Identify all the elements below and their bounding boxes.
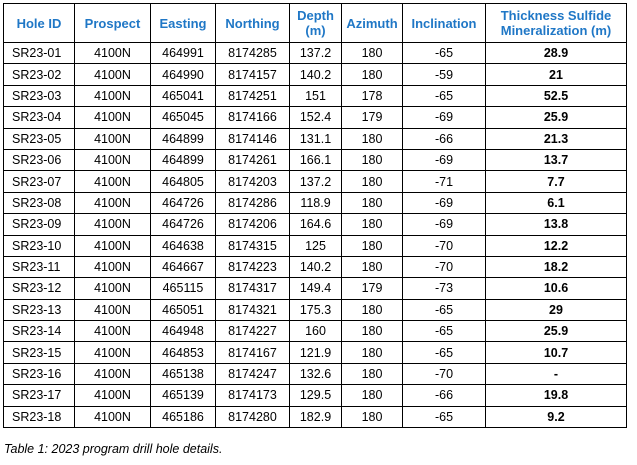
column-header-text: Thickness Sulfide <box>500 8 612 23</box>
table-cell: SR23-04 <box>4 107 75 128</box>
table-cell: 8174146 <box>216 128 290 149</box>
column-header-text: Inclination <box>411 15 477 31</box>
table-cell: 52.5 <box>486 85 627 106</box>
table-cell: SR23-13 <box>4 299 75 320</box>
table-cell: SR23-12 <box>4 278 75 299</box>
table-cell: 464990 <box>151 64 216 85</box>
table-cell: 8174285 <box>216 43 290 64</box>
table-cell: 4100N <box>75 192 151 213</box>
table-row <box>4 299 627 320</box>
table-cell: 180 <box>342 171 403 192</box>
table-cell: 132.6 <box>290 363 342 384</box>
table-row <box>4 107 627 128</box>
table-cell: 8174251 <box>216 85 290 106</box>
drill-hole-table <box>3 3 627 428</box>
table-cell: 464726 <box>151 214 216 235</box>
table-cell: 4100N <box>75 171 151 192</box>
table-cell: 464948 <box>151 321 216 342</box>
table-cell: -65 <box>403 342 486 363</box>
table-cell: 464853 <box>151 342 216 363</box>
table-cell: 8174223 <box>216 256 290 277</box>
column-header <box>151 4 216 43</box>
table-cell: 180 <box>342 235 403 256</box>
table-cell: -70 <box>403 256 486 277</box>
table-row <box>4 278 627 299</box>
table-cell: 4100N <box>75 128 151 149</box>
table-cell: 8174317 <box>216 278 290 299</box>
table-cell: 464899 <box>151 128 216 149</box>
table-cell: 180 <box>342 342 403 363</box>
table-cell: SR23-11 <box>4 256 75 277</box>
table-cell: 8174167 <box>216 342 290 363</box>
table-cell: 8174166 <box>216 107 290 128</box>
table-cell: 180 <box>342 363 403 384</box>
table-row <box>4 256 627 277</box>
table-cell: SR23-06 <box>4 149 75 170</box>
table-cell: 151 <box>290 85 342 106</box>
table-cell: -59 <box>403 64 486 85</box>
column-header-text: Depth <box>297 8 334 23</box>
drill-hole-table-container <box>3 3 627 428</box>
table-row <box>4 235 627 256</box>
table-cell: 137.2 <box>290 43 342 64</box>
table-cell: 166.1 <box>290 149 342 170</box>
table-cell: SR23-18 <box>4 406 75 427</box>
table-row <box>4 342 627 363</box>
column-header <box>290 4 342 43</box>
table-cell: -65 <box>403 406 486 427</box>
table-cell: 131.1 <box>290 128 342 149</box>
table-cell: 10.6 <box>486 278 627 299</box>
table-cell: SR23-16 <box>4 363 75 384</box>
table-cell: 8174203 <box>216 171 290 192</box>
table-cell: 8174206 <box>216 214 290 235</box>
column-header <box>342 4 403 43</box>
table-cell: SR23-08 <box>4 192 75 213</box>
table-cell: 4100N <box>75 64 151 85</box>
column-header-text: Azimuth <box>346 15 398 31</box>
table-cell: -73 <box>403 278 486 299</box>
table-cell: SR23-15 <box>4 342 75 363</box>
table-cell: 9.2 <box>486 406 627 427</box>
table-cell: 6.1 <box>486 192 627 213</box>
column-header <box>216 4 290 43</box>
column-header <box>75 4 151 43</box>
table-cell: SR23-02 <box>4 64 75 85</box>
table-cell: SR23-17 <box>4 385 75 406</box>
table-cell: 12.2 <box>486 235 627 256</box>
table-cell: 179 <box>342 107 403 128</box>
table-cell: -65 <box>403 43 486 64</box>
table-cell: -69 <box>403 107 486 128</box>
table-cell: 10.7 <box>486 342 627 363</box>
table-cell: 8174286 <box>216 192 290 213</box>
table-row <box>4 363 627 384</box>
table-cell: 465186 <box>151 406 216 427</box>
table-cell: 4100N <box>75 85 151 106</box>
table-cell: 465051 <box>151 299 216 320</box>
table-cell: -69 <box>403 214 486 235</box>
table-cell: 160 <box>290 321 342 342</box>
table-cell: 8174321 <box>216 299 290 320</box>
table-cell: 4100N <box>75 278 151 299</box>
table-cell: 4100N <box>75 299 151 320</box>
table-row <box>4 149 627 170</box>
table-cell: -70 <box>403 235 486 256</box>
table-cell: 25.9 <box>486 107 627 128</box>
table-cell: 121.9 <box>290 342 342 363</box>
table-cell: -69 <box>403 192 486 213</box>
table-cell: 180 <box>342 256 403 277</box>
table-row <box>4 85 627 106</box>
table-cell: -65 <box>403 299 486 320</box>
table-cell: 464899 <box>151 149 216 170</box>
table-row <box>4 321 627 342</box>
table-cell: 180 <box>342 385 403 406</box>
table-cell: 18.2 <box>486 256 627 277</box>
table-cell: 140.2 <box>290 256 342 277</box>
table-row <box>4 171 627 192</box>
table-cell: 8174247 <box>216 363 290 384</box>
table-cell: 464638 <box>151 235 216 256</box>
table-cell: SR23-14 <box>4 321 75 342</box>
table-cell: 180 <box>342 149 403 170</box>
table-cell: 8174315 <box>216 235 290 256</box>
table-cell: SR23-07 <box>4 171 75 192</box>
table-cell: 464805 <box>151 171 216 192</box>
table-cell: 28.9 <box>486 43 627 64</box>
table-cell: 4100N <box>75 214 151 235</box>
table-header-row <box>4 4 627 43</box>
table-cell: 180 <box>342 214 403 235</box>
table-cell: 21 <box>486 64 627 85</box>
table-cell: 164.6 <box>290 214 342 235</box>
table-cell: 180 <box>342 406 403 427</box>
table-cell: 464991 <box>151 43 216 64</box>
table-cell: SR23-10 <box>4 235 75 256</box>
table-cell: 29 <box>486 299 627 320</box>
table-body <box>4 43 627 428</box>
table-cell: -66 <box>403 128 486 149</box>
table-cell: 4100N <box>75 406 151 427</box>
table-cell: 8174280 <box>216 406 290 427</box>
table-cell: 178 <box>342 85 403 106</box>
table-cell: SR23-05 <box>4 128 75 149</box>
table-cell: 175.3 <box>290 299 342 320</box>
table-row <box>4 128 627 149</box>
table-cell: 465115 <box>151 278 216 299</box>
table-cell: 180 <box>342 64 403 85</box>
table-cell: 180 <box>342 192 403 213</box>
table-caption: Table 1: 2023 program drill hole details. <box>4 442 223 456</box>
table-cell: 8174261 <box>216 149 290 170</box>
table-cell: 7.7 <box>486 171 627 192</box>
table-cell: 13.7 <box>486 149 627 170</box>
table-row <box>4 64 627 85</box>
column-header <box>4 4 75 43</box>
table-cell: 465045 <box>151 107 216 128</box>
table-cell: -66 <box>403 385 486 406</box>
column-header-text: Northing <box>225 15 280 31</box>
table-row <box>4 43 627 64</box>
table-cell: 8174227 <box>216 321 290 342</box>
table-cell: 464726 <box>151 192 216 213</box>
table-cell: 4100N <box>75 149 151 170</box>
table-cell: 19.8 <box>486 385 627 406</box>
table-cell: 21.3 <box>486 128 627 149</box>
table-cell: 118.9 <box>290 192 342 213</box>
column-header-text: Mineralization (m) <box>500 23 612 38</box>
table-cell: 464667 <box>151 256 216 277</box>
table-cell: - <box>486 363 627 384</box>
table-cell: 4100N <box>75 235 151 256</box>
table-cell: 4100N <box>75 107 151 128</box>
table-cell: 180 <box>342 128 403 149</box>
table-cell: 152.4 <box>290 107 342 128</box>
table-cell: -65 <box>403 85 486 106</box>
table-cell: 180 <box>342 321 403 342</box>
table-cell: 140.2 <box>290 64 342 85</box>
column-header-text: Prospect <box>84 15 141 31</box>
table-cell: -70 <box>403 363 486 384</box>
table-cell: -69 <box>403 149 486 170</box>
table-cell: 4100N <box>75 321 151 342</box>
table-row <box>4 385 627 406</box>
table-cell: SR23-09 <box>4 214 75 235</box>
table-cell: 8174173 <box>216 385 290 406</box>
table-cell: 180 <box>342 299 403 320</box>
table-cell: 4100N <box>75 256 151 277</box>
table-cell: 125 <box>290 235 342 256</box>
table-row <box>4 406 627 427</box>
table-cell: 25.9 <box>486 321 627 342</box>
table-cell: 4100N <box>75 385 151 406</box>
table-cell: -71 <box>403 171 486 192</box>
table-cell: 465041 <box>151 85 216 106</box>
table-cell: 179 <box>342 278 403 299</box>
table-cell: 4100N <box>75 43 151 64</box>
table-cell: 13.8 <box>486 214 627 235</box>
table-cell: 129.5 <box>290 385 342 406</box>
table-cell: SR23-01 <box>4 43 75 64</box>
table-cell: 137.2 <box>290 171 342 192</box>
table-cell: 180 <box>342 43 403 64</box>
column-header-text: (m) <box>305 23 326 38</box>
column-header <box>486 4 627 43</box>
table-cell: 4100N <box>75 342 151 363</box>
table-cell: 149.4 <box>290 278 342 299</box>
table-cell: 4100N <box>75 363 151 384</box>
table-cell: -65 <box>403 321 486 342</box>
table-cell: 182.9 <box>290 406 342 427</box>
table-cell: 465139 <box>151 385 216 406</box>
table-cell: 8174157 <box>216 64 290 85</box>
column-header-text: Hole ID <box>16 15 62 31</box>
column-header-text: Easting <box>159 15 207 31</box>
table-row <box>4 214 627 235</box>
table-cell: SR23-03 <box>4 85 75 106</box>
table-row <box>4 192 627 213</box>
table-cell: 465138 <box>151 363 216 384</box>
column-header <box>403 4 486 43</box>
